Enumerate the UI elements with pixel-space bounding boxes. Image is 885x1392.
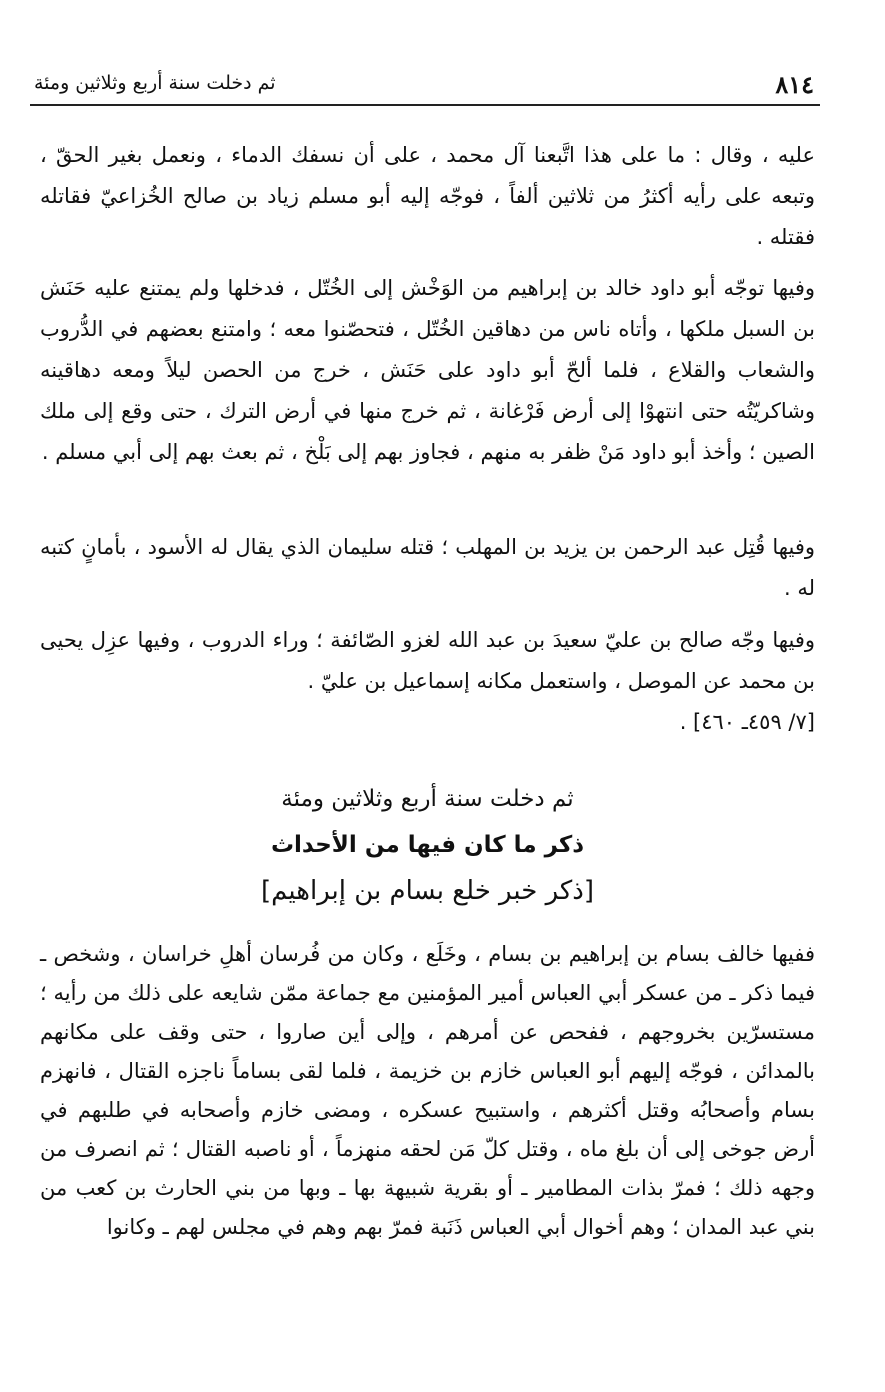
page-number: ٨١٤: [775, 70, 814, 99]
paragraph-text: وفيها قُتِل عبد الرحمن بن يزيد بن المهلب ؛ قتله سليمان الذي يقال له الأسود ، بأمانٍ كتبه له .: [40, 535, 815, 600]
source-citation: [٧/ ٤٥٩ـ ٤٦٠] .: [679, 710, 815, 734]
paragraph-3: [40, 527, 815, 609]
paragraph-2: [40, 268, 815, 473]
paragraph-4: [40, 620, 815, 743]
paragraph-text: ففيها خالف بسام بن إبراهيم بن بسام ، وخَلَع ، وكان من فُرسان أهلِ خراسان ، وشخص ـ فيما ذكر ـ من عسكر أبي العباس أمير المؤمنين مع جماعة ممّن شايعه على ذلك من رأيه ؛ مستسرّين بخروجهم ، ففحص عن أمرهم ، وإلى أين صاروا ، حتى وقف على مكانهم بالمدائن ، فوجّه إليهم أبو العباس خازم بن خزيمة ، فلما لقى بساماً ناجزه القتال ، فانهزم بسام وأصحابُه وقتل أكثرهم ، واستبيح عسكره ، ومضى خازم وأصحابه في طلبهم في أرض جوخى إلى أن بلغ ماه ، وقتل كلّ مَن لحقه منهزماً ، أو ناصبه القتال ؛ ثم انصرف من وجهه ذلك ؛ فمرّ بذات المطامير ـ أو بقرية شبيهة بها ـ وبها من بني الحارث بن كعب من بني عبد المدان ؛ وهم أخوال أبي العباس ذَنَبة فمرّ بهم وهم في مجلس لهم ـ وكانوا: [40, 942, 815, 1239]
year-heading: ثم دخلت سنة أربع وثلاثين ومئة: [281, 786, 574, 812]
section-heading: [ذكر خبر خلع بسام بن إبراهيم]: [260, 876, 595, 906]
paragraph-1: [40, 135, 815, 258]
running-header-title: ثم دخلت سنة أربع وثلاثين ومئة: [34, 72, 276, 94]
running-header: [30, 64, 820, 106]
paragraph-text: وفيها وجّه صالح بن عليّ سعيدَ بن عبد الله لغزو الصّائفة ؛ وراء الدروب ، وفيها عزِل يحيى بن محمد عن الموصل ، واستعمل مكانه إسماعيل بن عليّ .: [40, 628, 815, 693]
events-heading: ذكر ما كان فيها من الأحداث: [270, 832, 585, 858]
paragraph-text: عليه ، وقال : ما على هذا اتَّبعنا آل محمد ، على أن نسفك الدماء ، ونعمل بغير الحقّ ، وتبعه على رأيه أكثرُ من ثلاثين ألفاً ، فوجّه إليه أبو مسلم زياد بن صالح الخُزاعيّ فقاتله فقتله .: [40, 143, 815, 249]
paragraph-text: وفيها توجّه أبو داود خالد بن إبراهيم من الوَخْش إلى الخُتّل ، فدخلها ولم يمتنع عليه حَنَش بن السبل ملكها ، وأتاه ناس من دهاقين الخُتّل ، فتحصّنوا معه ؛ وامتنع بعضهم في الدُّروب والشعاب والقلاع ، فلما ألحّ أبو داود على حَنَش ، خرج من الحصن ليلاً ومعه دهاقينه وشاكريّتُه حتى انتهوْا إلى أرض فَرْغانة ، ثم خرج منها في أرض الترك ، حتى وقع إلى ملك الصين ؛ وأخذ أبو داود مَنْ ظفر به منهم ، فجاوز بهم إلى بَلْخ ، ثم بعث بهم إلى أبي مسلم .: [40, 276, 815, 464]
paragraph-5: [40, 935, 815, 1247]
